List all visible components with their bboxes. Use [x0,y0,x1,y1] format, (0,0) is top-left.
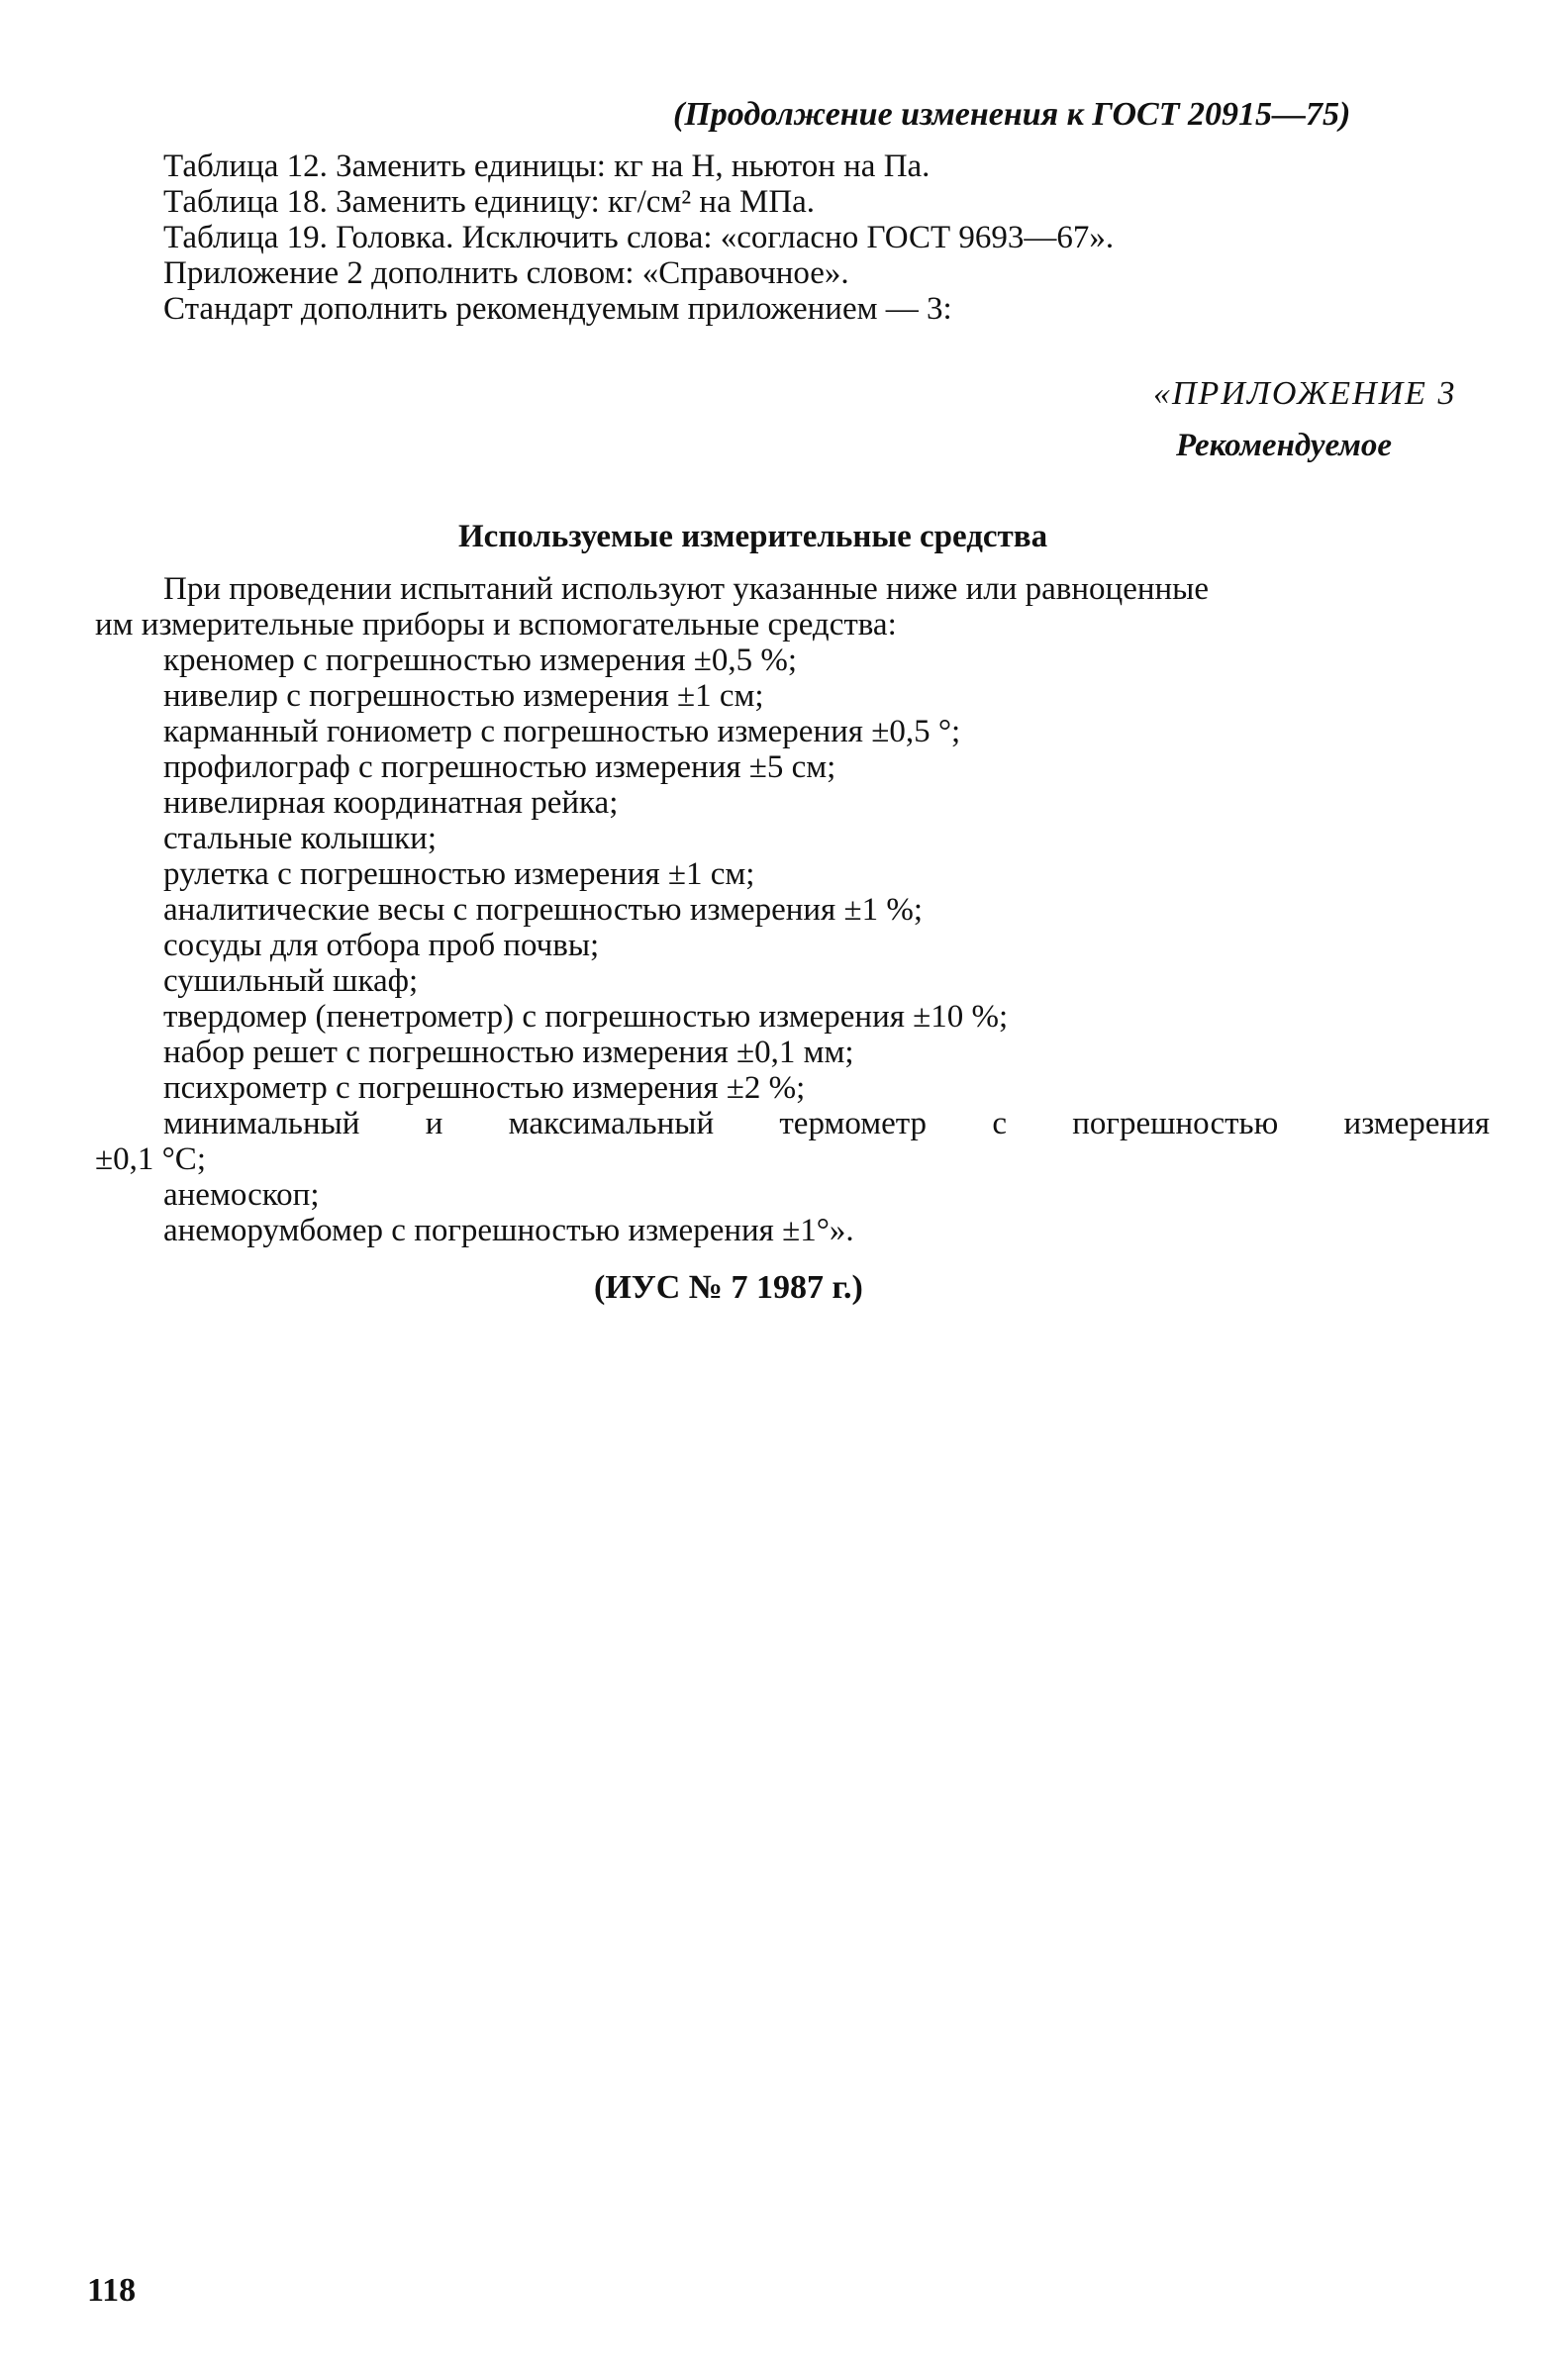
instrument-item: стальные колышки; [163,821,437,856]
instrument-item: профилограф с погрешностью измерения ±5 см; [163,749,836,785]
paragraph-line: им измерительные приборы и вспомогательные средства: [95,607,897,643]
thermometer-word: погрешностью [1072,1106,1279,1141]
page-header: (Продолжение изменения к ГОСТ 20915—75) [673,96,1351,133]
appendix-label: «ПРИЛОЖЕНИЕ 3 [1153,375,1457,412]
thermometer-continuation: ±0,1 °С; [95,1141,206,1177]
page-number: 118 [87,2272,137,2309]
paragraph-line: При проведении испытаний используют указанные ниже или равноценные [163,571,1209,607]
thermometer-word: с [992,1106,1007,1141]
intro-line: Таблица 19. Головка. Исключить слова: «согласно ГОСТ 9693—67». [163,220,1115,255]
appendix-subtitle: Рекомендуемое [1176,428,1393,463]
thermometer-word: термометр [779,1106,928,1141]
instrument-item: анеморумбомер с погрешностью измерения ±1°». [163,1213,854,1248]
instrument-item: нивелирная координатная рейка; [163,785,619,821]
instrument-item: рулетка с погрешностью измерения ±1 см; [163,856,755,892]
intro-line: Таблица 18. Заменить единицу: кг/см² на МПа. [163,184,816,220]
intro-line: Стандарт дополнить рекомендуемым приложением — 3: [163,291,952,327]
intro-line: Приложение 2 дополнить словом: «Справочное». [163,255,849,291]
instrument-item: сосуды для отбора проб почвы; [163,928,600,963]
instrument-item: набор решет с погрешностью измерения ±0,1 мм; [163,1035,854,1070]
thermometer-line [163,1106,1490,1141]
thermometer-word: измерения [1343,1106,1490,1141]
thermometer-word: максимальный [508,1106,715,1141]
instrument-item: твердомер (пенетрометр) с погрешностью измерения ±10 %; [163,999,1009,1035]
instrument-item: анемоскоп; [163,1177,320,1213]
thermometer-word: минимальный [163,1106,360,1141]
instrument-item: карманный гониометр с погрешностью измерения ±0,5 °; [163,714,961,749]
instrument-item: креномер с погрешностью измерения ±0,5 %; [163,643,798,678]
instrument-item: аналитические весы с погрешностью измерения ±1 %; [163,892,924,928]
instrument-item: психрометр с погрешностью измерения ±2 %; [163,1070,806,1106]
intro-line: Таблица 12. Заменить единицы: кг на Н, ньютон на Па. [163,148,931,184]
thermometer-word: и [425,1106,443,1141]
source-reference: (ИУС № 7 1987 г.) [594,1269,863,1306]
instrument-item: сушильный шкаф; [163,963,419,999]
section-title: Используемые измерительные средства [458,519,1048,554]
instrument-item: нивелир с погрешностью измерения ±1 см; [163,678,764,714]
